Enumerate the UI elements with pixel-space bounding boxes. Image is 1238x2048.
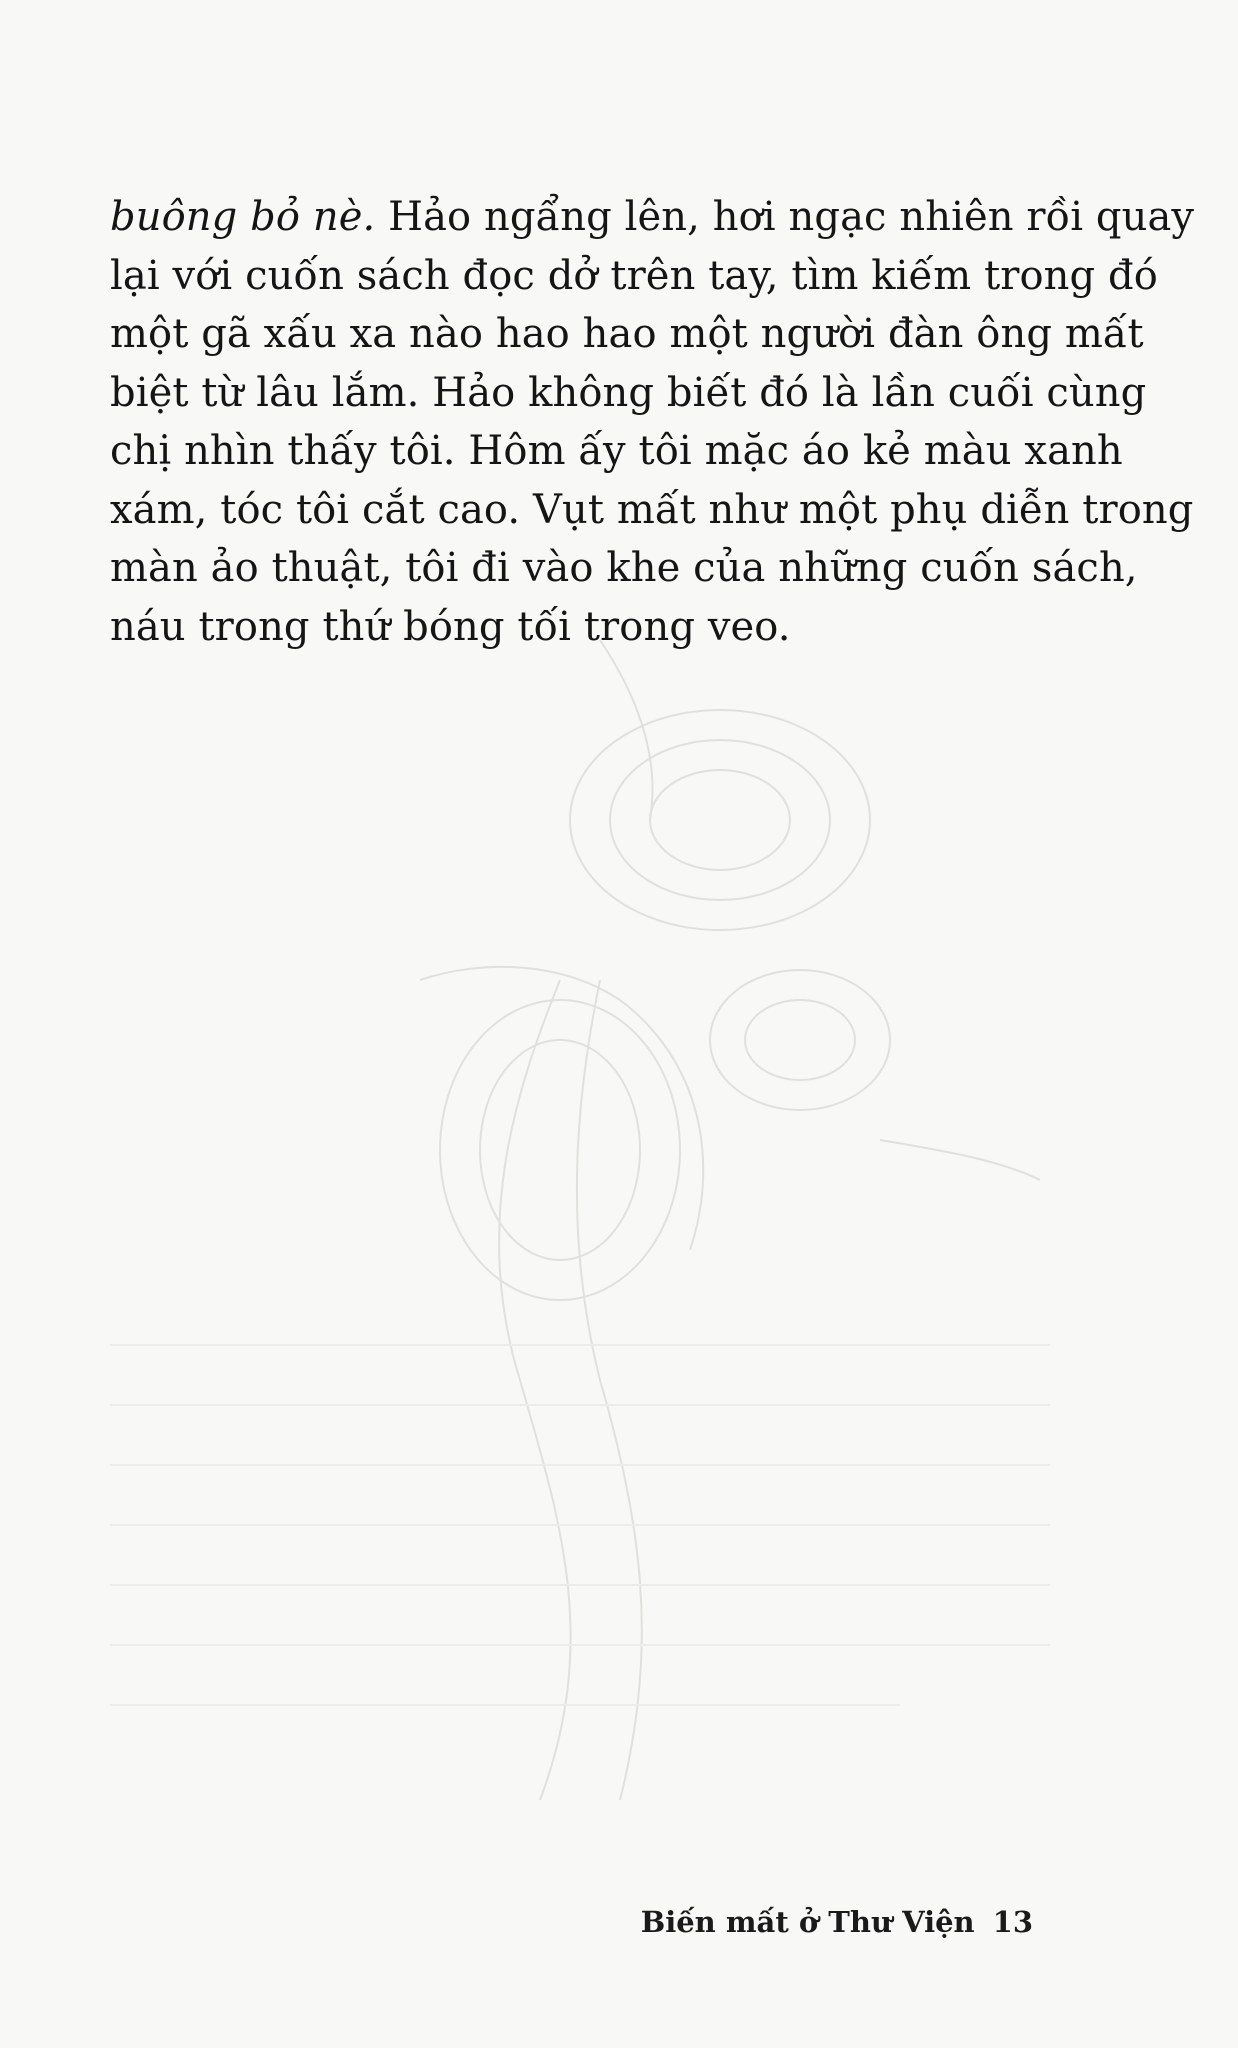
text-line-3: một gã xấu xa nào hao hao một người đàn ông mất [110, 311, 1144, 357]
body-paragraph [110, 188, 1195, 656]
running-title: Biến mất ở Thư Viện [640, 1905, 975, 1939]
text-line-6: xám, tóc tôi cắt cao. Vụt mất như một phụ diễn trong [110, 486, 1194, 533]
text-line-8: náu trong thứ bóng tối trong veo. [110, 603, 791, 650]
italic-phrase: buông bỏ nè. [110, 194, 376, 240]
text-line-5: chị nhìn thấy tôi. Hôm ấy tôi mặc áo kẻ màu xanh [110, 428, 1123, 474]
page-footer [641, 1905, 1033, 1939]
text-line-1-rest: Hảo ngẩng lên, hơi ngạc nhiên rồi quay [375, 194, 1195, 240]
text-line-7: màn ảo thuật, tôi đi vào khe của những cuốn sách, [110, 545, 1138, 591]
text-line-4: biệt từ lâu lắm. Hảo không biết đó là lần cuối cùng [110, 369, 1147, 416]
text-line-2: lại với cuốn sách đọc dở trên tay, tìm kiếm trong đó [110, 252, 1158, 299]
page-number: 13 [992, 1905, 1033, 1939]
text-line-1 [110, 188, 1195, 247]
